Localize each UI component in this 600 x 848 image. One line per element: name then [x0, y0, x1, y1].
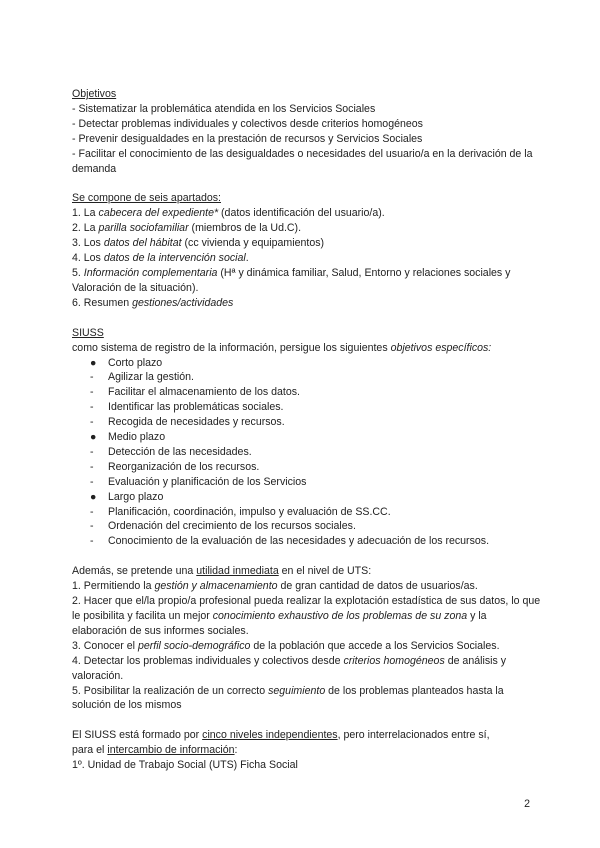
list-item: - Ordenación del crecimiento de los recursos sociales. [90, 520, 356, 533]
list-item: - Identificar las problemáticas sociales. [90, 401, 284, 414]
page-number: 2 [524, 798, 530, 810]
objetivos-heading: Objetivos [72, 88, 117, 100]
dash-icon: - [90, 505, 94, 518]
apartado-item: 6. Resumen gestiones/actividades [72, 296, 234, 309]
niveles-line: para el intercambio de información: [72, 744, 238, 757]
dash-icon: - [90, 386, 94, 399]
apartado-item: 1. La cabecera del expediente* (datos identificación del usuario/a). [72, 207, 385, 220]
list-item: - Detección de las necesidades. [90, 445, 252, 458]
apartado-item: 2. La parilla sociofamiliar (miembros de la Ud.C). [72, 222, 302, 235]
list-item: - Recogida de necesidades y recursos. [90, 416, 285, 429]
bullet-icon: ● [90, 431, 97, 444]
list-item: - Evaluación y planificación de los Servicios [90, 475, 307, 488]
apartado-item: 3. Los datos del hábitat (cc vivienda y equipamientos) [72, 237, 325, 250]
list-item: - Reorganización de los recursos. [90, 460, 260, 473]
utilidad-item: 1. Permitiendo la gestión y almacenamiento de gran cantidad de datos de usuarios/as. [72, 580, 478, 593]
dash-icon: - [90, 416, 94, 429]
bullet-icon: ● [90, 356, 97, 369]
list-item: - Facilitar el almacenamiento de los datos. [90, 386, 300, 399]
dash-icon: - [90, 460, 94, 473]
list-item: - Conocimiento de la evaluación de las necesidades y adecuación de los recursos. [90, 535, 490, 548]
dash-icon: - [90, 475, 94, 488]
bullet-largo-plazo: ● Largo plazo [90, 490, 164, 503]
bullet-medio-plazo: ● Medio plazo [90, 431, 166, 444]
dash-icon: - [90, 520, 94, 533]
siuss-heading: SIUSS [72, 326, 104, 339]
dash-icon: - [90, 401, 94, 414]
objetivo-item: - Prevenir desigualdades en la prestación de recursos y Servicios Sociales [72, 132, 423, 145]
objetivo-item: - Sistematizar la problemática atendida en los Servicios Sociales [72, 102, 376, 115]
apartado-item: 5. Información complementaria (Hª y dinámica familiar, Salud, Entorno y relaciones sociales y Valoración de la situación). [72, 266, 511, 294]
utilidad-item: 5. Posibilitar la realización de un correcto seguimiento de los problemas planteados hasta la solución de los mismos [72, 684, 504, 712]
siuss-intro: como sistema de registro de la información, persigue los siguientes objetivos específicos: [72, 341, 492, 354]
objetivo-item: - Facilitar el conocimiento de las desigualdades o necesidades del usuario/a en la derivación de la demanda [72, 147, 533, 175]
dash-icon: - [90, 371, 94, 384]
utilidad-intro: Además, se pretende una utilidad inmediata en el nivel de UTS: [72, 565, 372, 578]
apartado-item: 4. Los datos de la intervención social. [72, 252, 249, 265]
bullet-corto-plazo: ● Corto plazo [90, 356, 163, 369]
list-item: - Agilizar la gestión. [90, 371, 194, 384]
utilidad-item: 4. Detectar los problemas individuales y colectivos desde criterios homogéneos de análisis y valoración. [72, 654, 507, 682]
dash-icon: - [90, 445, 94, 458]
list-item: - Planificación, coordinación, impulso y evaluación de SS.CC. [90, 505, 391, 518]
objetivo-item: - Detectar problemas individuales y colectivos desde criterios homogéneos [72, 117, 423, 130]
utilidad-item: 2. Hacer que el/la propio/a profesional pueda realizar la explotación estadística de sus datos, lo que le posibilita y facilita un mejor conocimiento exhaustivo de los problemas de su zona y la elaboración de sus informes sociales. [72, 595, 541, 637]
document-page [72, 87, 542, 773]
dash-icon: - [90, 535, 94, 548]
niveles-line: 1º. Unidad de Trabajo Social (UTS) Ficha Social [72, 759, 298, 772]
apartados-heading: Se compone de seis apartados: [72, 192, 221, 205]
niveles-line: El SIUSS está formado por cinco niveles independientes, pero interrelacionados entre sí, [72, 729, 490, 742]
utilidad-item: 3. Conocer el perfil socio-demográfico de la población que accede a los Servicios Sociales. [72, 639, 500, 652]
bullet-icon: ● [90, 490, 97, 503]
